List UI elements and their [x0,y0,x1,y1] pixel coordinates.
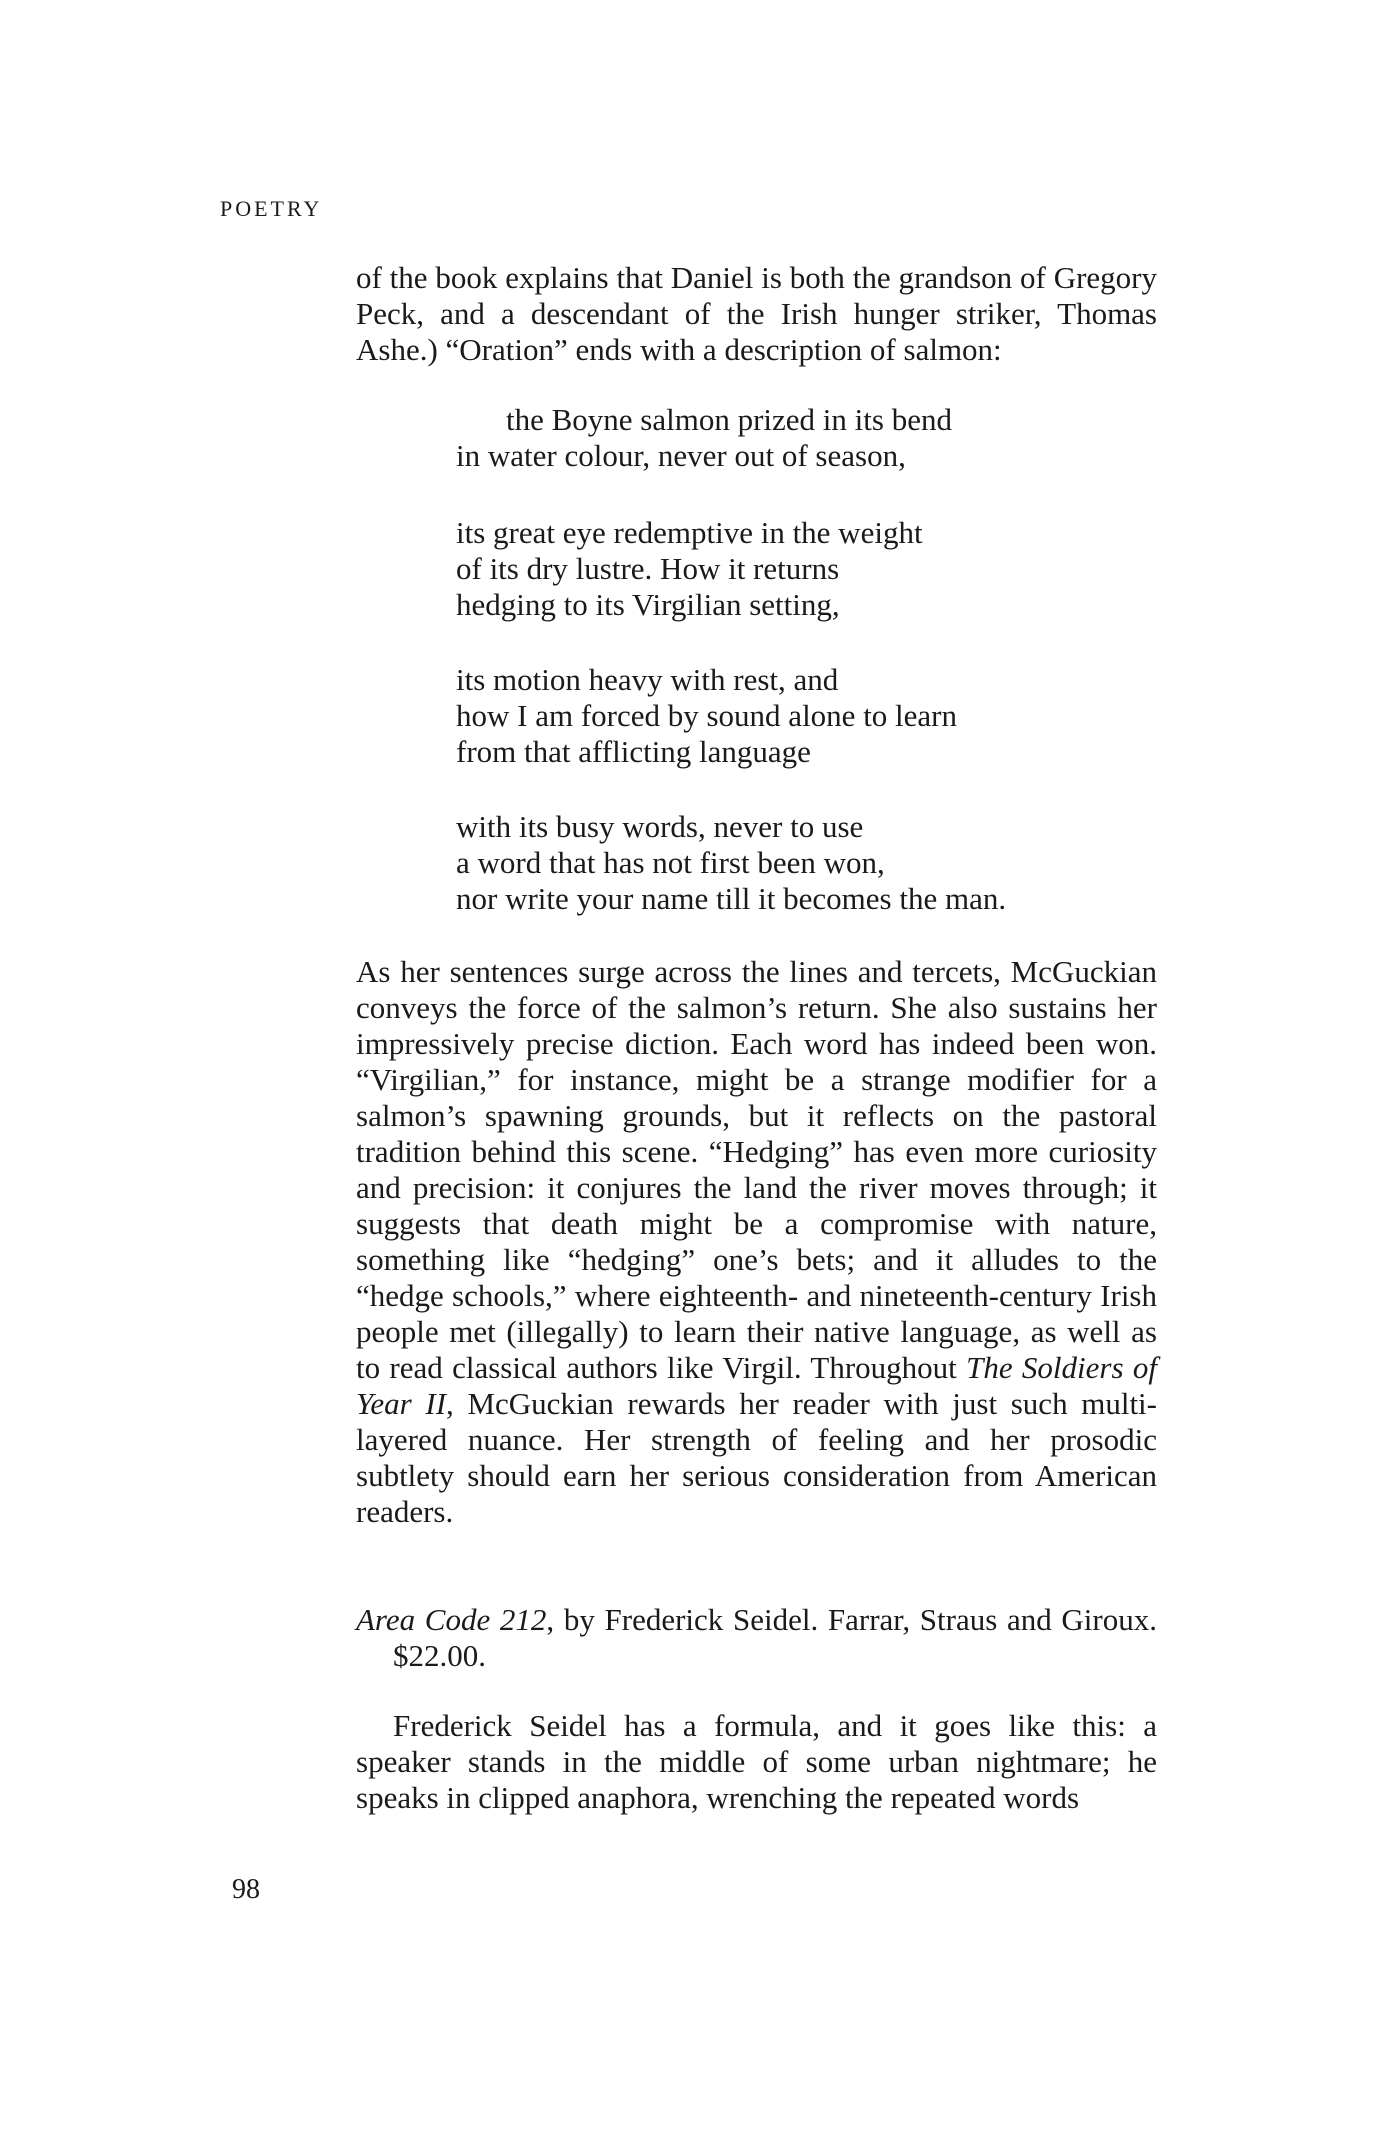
closing-paragraph: Frederick Seidel has a formula, and it goes like this: a speaker stands in the middle of some urban nightmare; he speaks in clipped anaphora, wrenching the repeated words [356,1708,1157,1815]
poem-quotation [356,402,1157,917]
reviewed-book-title: Area Code 212 [356,1602,547,1637]
review-heading [356,1602,1157,1674]
poem-line: with its busy words, never to use [456,809,864,844]
intro-paragraph: of the book explains that Daniel is both the grandson of Gregory Peck, and a descendant of the Irish hunger striker, Thomas Ashe.) “Oration” ends with a description of salmon: [356,260,1157,367]
poem-line: its motion heavy with rest, and [456,662,839,697]
poem-line: its great eye redemptive in the weight [456,515,923,550]
poem-line: the Boyne salmon prized in its bend [506,402,952,437]
poem-line: of its dry lustre. How it returns [456,551,840,586]
commentary-paragraph [356,954,1157,1530]
poem-line: hedging to its Virgilian setting, [456,587,840,622]
commentary-text-part1: As her sentences surge across the lines and tercets, McGuckian conveys the force of the salmon’s return. She also sustains her impressively precise diction. Each word has indeed been won. “Virgilian,” for instance, might be a strange modifier for a salmon’s spawning grounds, but it reflects on the pastoral tradition behind this scene. “Hedging” has even more curiosity and precision: it conjures the land the river moves through; it suggests that death might be a compromise with nature, something like “hedging” one’s bets; and it alludes to the “hedge schools,” where eighteenth- and nineteenth-century Irish people met (illegally) to learn their native language, as well as to read classical authors like Virgil. Throughout [356,954,1157,1385]
page-number: 98 [232,1874,260,1905]
poem-stanza [456,662,1157,770]
reviewed-book-details: , by Frederick Seidel. Farrar, Straus and Giroux. $22.00. [393,1602,1157,1673]
poem-stanza [456,809,1157,917]
commentary-text-part2: , McGuckian rewards her reader with just such multi-layered nuance. Her strength of feeling and her prosodic subtlety should earn her serious consideration from American readers. [356,1386,1157,1529]
poem-line: how I am forced by sound alone to learn [456,698,958,733]
poem-line: a word that has not first been won, [456,845,885,880]
poem-stanza [456,515,1157,623]
poem-line: nor write your name till it becomes the man. [456,881,1007,916]
text-column [356,260,1157,1816]
book-title: The Soldiers of Year II [356,1350,1157,1421]
running-head: POETRY [220,196,323,221]
poem-line: in water colour, never out of season, [456,438,906,473]
poem-stanza [456,402,1157,474]
poem-line: from that afflicting language [456,734,811,769]
